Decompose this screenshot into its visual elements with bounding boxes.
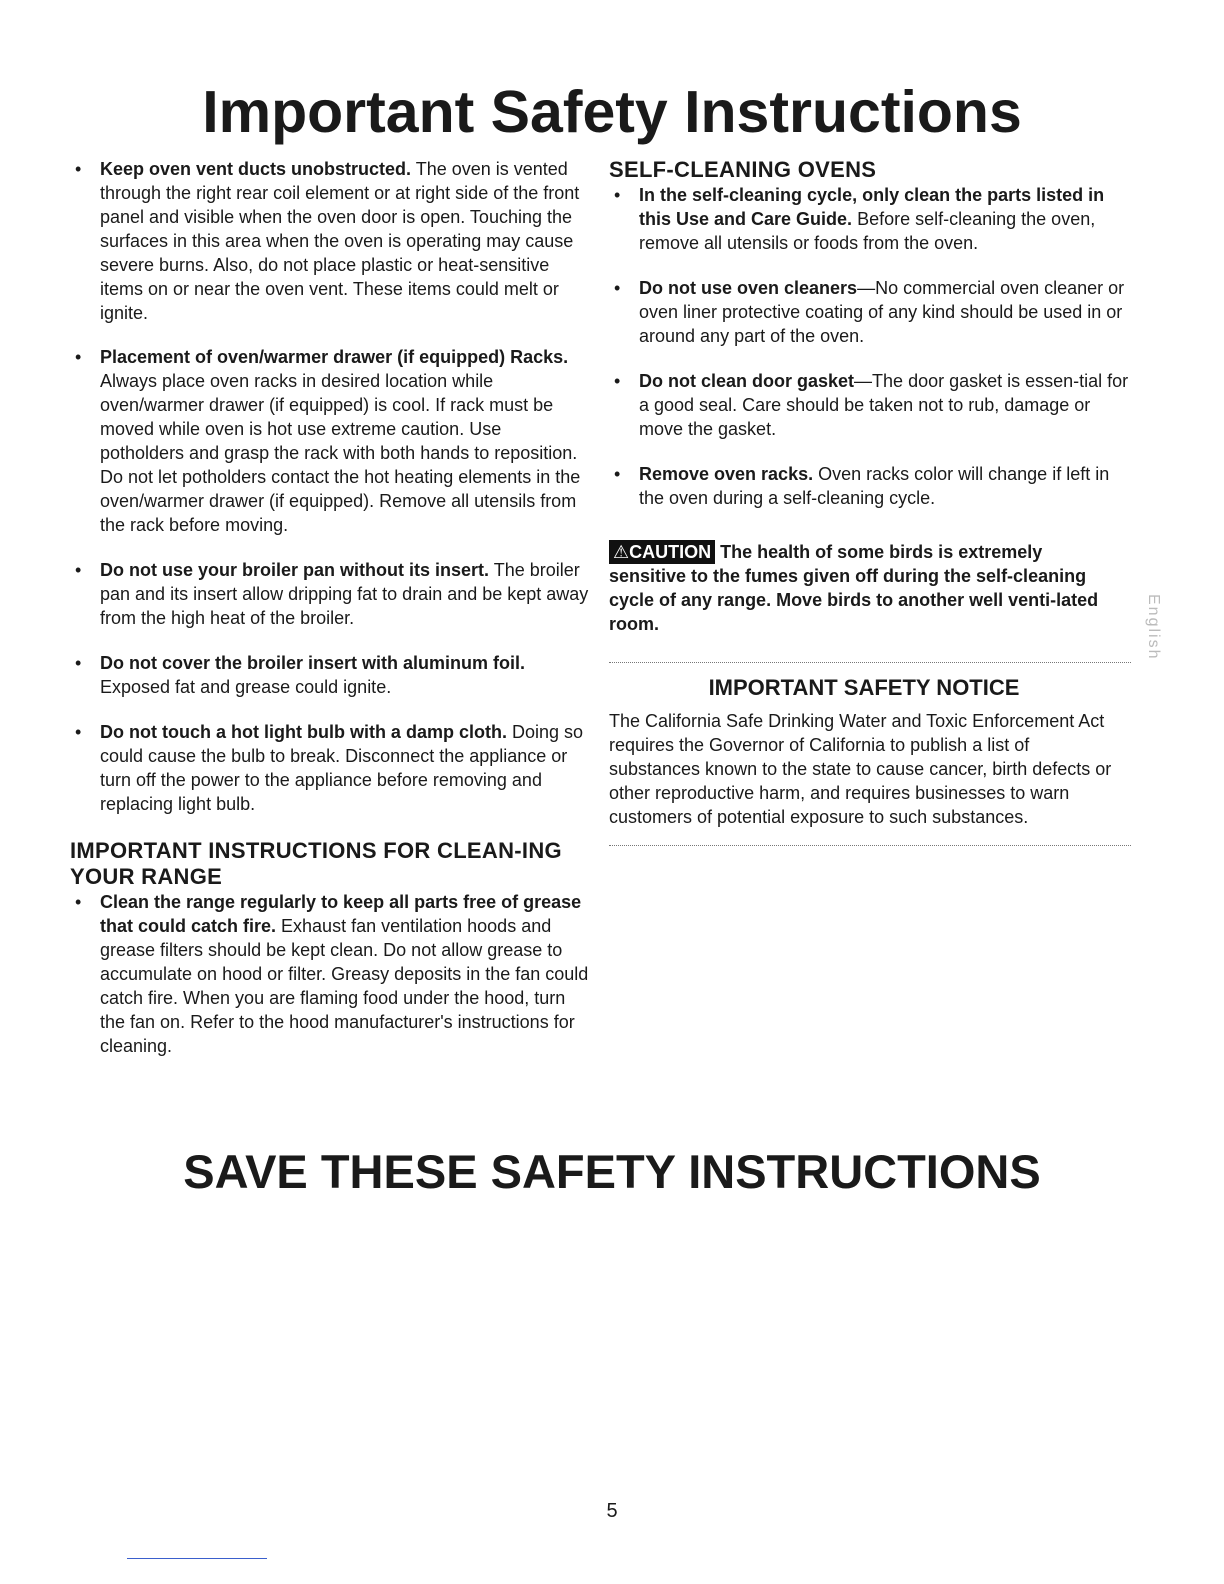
divider: [609, 662, 1131, 663]
item-lead: Keep oven vent ducts unobstructed.: [100, 159, 412, 179]
list-item: [70, 720, 590, 816]
item-lead: Do not touch a hot light bulb with a damp cloth.: [100, 722, 507, 742]
save-banner: SAVE THESE SAFETY INSTRUCTIONS: [183, 1145, 1041, 1198]
bullet-icon: •: [614, 371, 621, 391]
item-text: —No commercial oven cleaner or oven liner protective coating of any kind should be used in or around any part of the oven.: [639, 278, 1125, 346]
item-lead: Do not use your broiler pan without its insert.: [100, 560, 490, 580]
item-lead: Remove oven racks.: [639, 464, 814, 484]
left-column: [70, 157, 590, 1058]
item-lead: Do not use oven cleaners: [639, 278, 858, 298]
page-number: 5: [606, 1500, 618, 1522]
list-item: [609, 462, 1139, 510]
page-title: Important Safety Instructions: [202, 79, 1022, 145]
caution-text: The health of some birds is extremely sensitive to the fumes given off during the self-cleaning cycle of any range. Move birds to another well venti-lated room.: [609, 542, 1099, 634]
item-text: Doing so could cause the bulb to break. Disconnect the appliance or turn off the power to the appliance before removing and replacing light bulb.: [100, 722, 583, 814]
bullet-icon: •: [614, 464, 621, 484]
item-text: Always place oven racks in desired location while oven/warmer drawer (if equipped) is cool. If rack must be moved while oven is hot use extreme caution. Use potholders and grasp the rack with both hands to reposition. Do not let potholders contact the hot heating elements in the oven/warmer drawer (if equipped). Remove all utensils from the rack before moving.: [100, 371, 581, 535]
item-lead: Do not cover the broiler insert with aluminum foil.: [100, 653, 526, 673]
footer-rule: [127, 1558, 267, 1559]
list-item: [70, 345, 590, 537]
list-item: [70, 558, 590, 630]
notice-body: The California Safe Drinking Water and Toxic Enforcement Act requires the Governor of California to publish a list of substances known to the state to cause cancer, birth defects or other reproductive harm, and requires businesses to warn customers of potential exposure to such substances.: [609, 711, 1112, 827]
list-item: [609, 183, 1139, 255]
caution-badge: ⚠CAUTION: [609, 540, 715, 564]
list-item: [609, 276, 1139, 348]
self-clean-heading: SELF-CLEANING OVENS: [609, 157, 877, 182]
item-lead: Clean the range regularly to keep all parts free of grease that could catch fire.: [100, 892, 582, 936]
language-tab-label: English: [1145, 593, 1162, 661]
bullet-icon: •: [614, 278, 621, 298]
list-item: [609, 369, 1139, 441]
item-lead: In the self-cleaning cycle, only clean the parts listed in this Use and Care Guide.: [639, 185, 1105, 229]
list-item: [70, 157, 590, 325]
right-column: [609, 157, 1139, 846]
cleaning-heading: IMPORTANT INSTRUCTIONS FOR CLEAN-ING YOUR RANGE: [70, 838, 562, 889]
item-lead: Placement of oven/warmer drawer (if equipped) Racks.: [100, 347, 569, 367]
item-text: Exposed fat and grease could ignite.: [100, 677, 392, 697]
bullet-icon: •: [75, 560, 82, 580]
bullet-icon: •: [75, 722, 82, 742]
list-item: [70, 890, 590, 1058]
item-text: The oven is vented through the right rear coil element or at right side of the front panel and visible when the oven door is open. Touching the surfaces in this area when the oven is operating may cause severe burns. Also, do not place plastic or heat-sensitive items on or near the oven vent. These items could melt or ignite.: [100, 159, 580, 323]
bullet-icon: •: [75, 653, 82, 673]
caution-block: [609, 540, 1124, 636]
notice-heading: IMPORTANT SAFETY NOTICE: [708, 675, 1020, 700]
bullet-icon: •: [75, 892, 82, 912]
item-lead: Do not clean door gasket: [639, 371, 855, 391]
item-text: Exhaust fan ventilation hoods and grease filters should be kept clean. Do not allow grease to accumulate on hood or filter. Greasy deposits in the fan could catch fire. When you are flaming food under the hood, turn the fan on. Refer to the hood manufacturer's instructions for cleaning.: [100, 916, 589, 1056]
item-text: Oven racks color will change if left in the oven during a self-cleaning cycle.: [639, 464, 1110, 508]
list-item: [70, 651, 590, 699]
item-text: The broiler pan and its insert allow dripping fat to drain and be kept away from the high heat of the broiler.: [100, 560, 589, 628]
bullet-icon: •: [75, 159, 82, 179]
language-tab: [1142, 562, 1164, 692]
divider: [609, 845, 1131, 846]
item-text: Before self-cleaning the oven, remove all utensils or foods from the oven.: [639, 209, 1096, 253]
bullet-icon: •: [614, 185, 621, 205]
item-text: —The door gasket is essen-tial for a good seal. Care should be taken not to rub, damage or move the gasket.: [639, 371, 1129, 439]
bullet-icon: •: [75, 347, 82, 367]
